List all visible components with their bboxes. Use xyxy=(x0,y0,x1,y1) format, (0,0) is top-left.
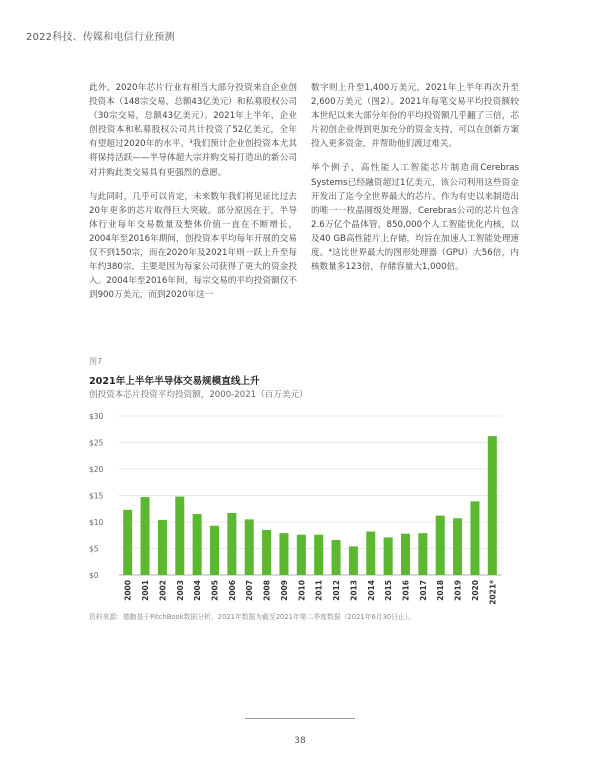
y-tick-label: $30 xyxy=(89,412,104,421)
x-tick-label: 2003 xyxy=(175,580,185,601)
bar xyxy=(418,533,427,575)
y-tick-label: $25 xyxy=(89,438,104,448)
bar-chart xyxy=(89,405,509,605)
footer-divider xyxy=(245,718,355,719)
figure-source: 资料来源：德勤基于PitchBook数据分析，2021年数据为截至2021年第二季度数据（2021年6月30日止）。 xyxy=(89,613,416,621)
x-tick-label: 2009 xyxy=(279,580,289,601)
x-tick-label: 2005 xyxy=(210,580,220,601)
y-tick-label: $15 xyxy=(89,491,104,501)
bar xyxy=(262,530,271,575)
bar xyxy=(158,520,167,575)
figure-subtitle: 创投资本芯片投资平均投资额，2000-2021（百万美元） xyxy=(89,390,308,400)
x-tick-label: 2020 xyxy=(470,580,480,601)
x-tick-label: 2001 xyxy=(141,580,151,601)
x-tick-label: 2000 xyxy=(123,580,133,601)
bar xyxy=(123,510,132,575)
bar xyxy=(332,540,341,575)
body-paragraph: 与此同时，几乎可以肯定，未来数年我们将见证比过去20年更多的芯片取得巨大突破。部分原因在于，半导体行业每年交易数量及整体价值一直在不断增长，2004年至2016年期间，创投资本平均每年开展的交易仅不到150宗，而在2020年及2021年则一跃上升至每年约380宗，主要是因为每家公司获得了更大的资金投入。2004年至2016年间，每宗交易的平均投资额仅不到900万美元，而到2020年这一 xyxy=(89,191,297,301)
y-tick-label: $5 xyxy=(89,544,99,554)
bar xyxy=(436,516,445,575)
body-paragraph: 数字则上升至1,400万美元，2021年上半年再次升至2,600万美元（图2）。2021年每笔交易平均投资额较本世纪以来大部分年份的平均投资额几乎翻了三倍，芯片初创企业得到更加充分的资金支持，可以在创新方案投入更多资金，并帮助他们渡过难关。 xyxy=(311,83,519,150)
bar xyxy=(453,518,462,575)
left-column xyxy=(89,81,297,312)
bar xyxy=(141,497,150,575)
running-header: 2022科技、传媒和电信行业预测 xyxy=(26,32,175,43)
x-tick-label: 2012 xyxy=(332,580,342,601)
x-tick-label: 2013 xyxy=(349,580,359,601)
x-tick-label: 2006 xyxy=(227,580,237,601)
bar xyxy=(227,513,236,575)
bar xyxy=(366,532,375,575)
x-tick-label: 2016 xyxy=(401,580,411,601)
x-tick-label: 2015 xyxy=(384,580,394,601)
bar xyxy=(210,526,219,575)
figure-label: 图7 xyxy=(89,357,103,366)
y-tick-label: $0 xyxy=(89,571,99,580)
x-tick-label: 2007 xyxy=(245,580,255,601)
bar xyxy=(470,501,479,575)
body-paragraph: 此外，2020年芯片行业有相当大部分投资来自企业创投资本（148宗交易，总额43亿美元）和私募股权公司（30宗交易，总额43亿美元）。2021年上半年，企业创投资本和私募股权公司共计投资了52亿美元，全年有望超过2020年的水平。³我们预计企业创投资本尤其将保持活跃——半导体超大宗并购交易打造出的新公司对并购此类交易具有更强烈的意愿。 xyxy=(89,83,297,178)
bar xyxy=(297,535,306,575)
figure-title: 2021年上半年半导体交易规模直线上升 xyxy=(89,376,260,387)
bar xyxy=(349,546,358,575)
bar xyxy=(279,533,288,575)
x-tick-label: 2008 xyxy=(262,580,272,601)
x-tick-label: 2011 xyxy=(314,580,324,601)
bar xyxy=(314,535,323,575)
x-tick-label: 2019 xyxy=(453,580,463,601)
bar xyxy=(384,537,393,575)
bar xyxy=(193,514,202,575)
x-tick-label: 2002 xyxy=(158,580,168,601)
right-column xyxy=(311,81,519,284)
y-tick-label: $10 xyxy=(89,518,104,527)
bar xyxy=(175,497,184,575)
body-paragraph: 举个例子，高性能人工智能芯片制造商Cerebras Systems已经融资超过1亿美元，该公司利用这些资金开发出了迄今全世界最大的芯片。作为有史以来制造出的唯一一枚晶圆级处理器，Cerebras公司的芯片包含2.6万亿个晶体管，850,000个人工智能优化内核，以及40 GB高性能片上存储，均旨在加速人工智能处理速度。⁴这比世界最大的图形处理器（GPU）大56倍，内核数量多123倍，存储容量大1,000倍。 xyxy=(311,163,519,273)
bar xyxy=(245,519,254,575)
x-tick-label: 2010 xyxy=(297,580,307,601)
y-tick-label: $20 xyxy=(89,465,104,474)
x-tick-label: 2018 xyxy=(436,580,446,601)
x-tick-label: 2021* xyxy=(488,580,498,605)
x-tick-label: 2017 xyxy=(418,580,428,601)
bar xyxy=(488,436,497,575)
x-tick-label: 2014 xyxy=(366,580,376,601)
page-number: 38 xyxy=(294,736,306,746)
x-tick-label: 2004 xyxy=(193,580,203,601)
bar xyxy=(401,534,410,575)
